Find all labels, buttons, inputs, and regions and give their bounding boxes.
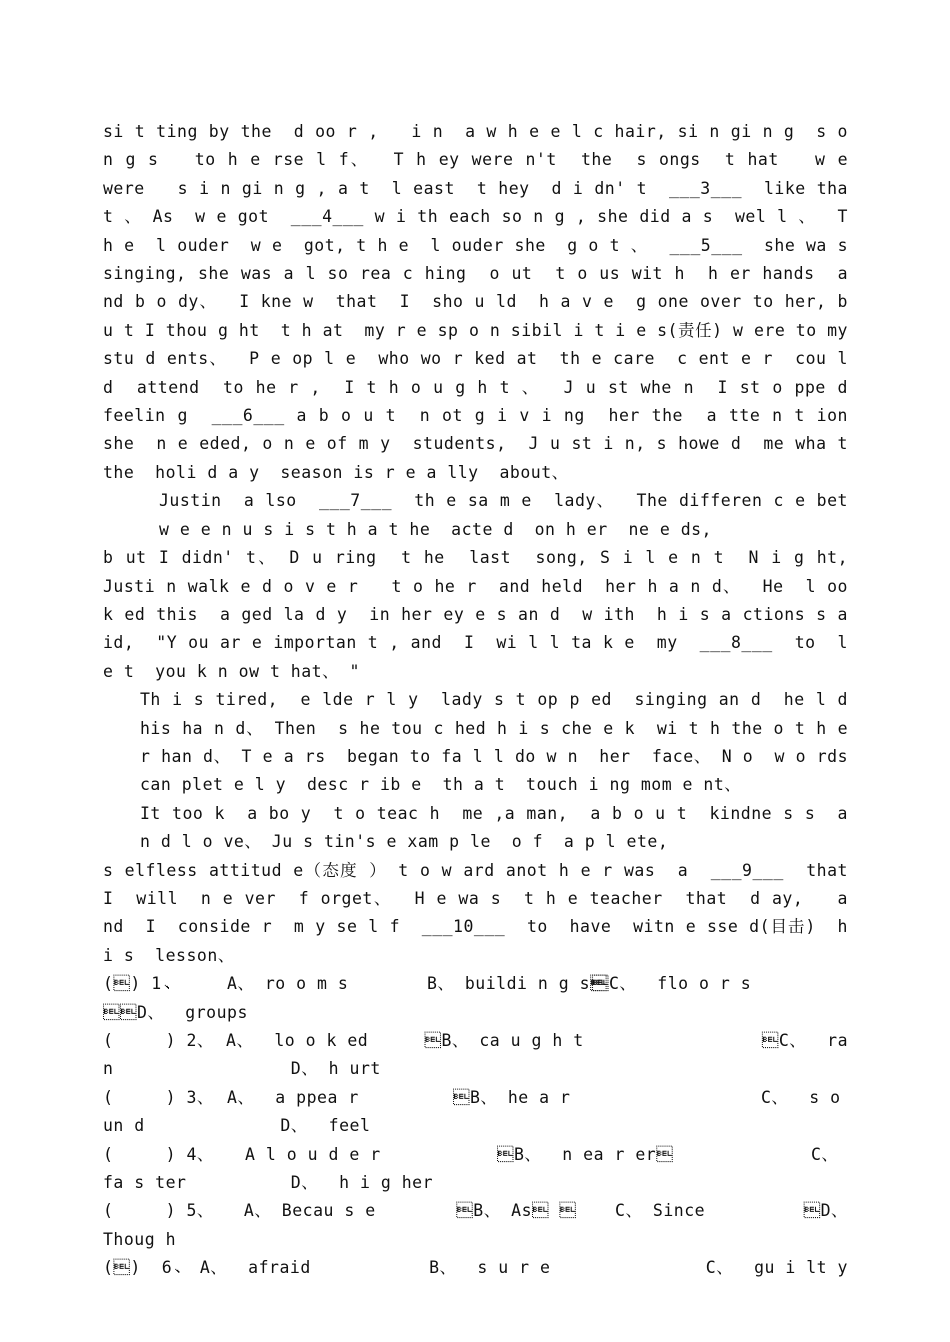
option-a: A、 Becau s e (243, 1201, 376, 1221)
passage-paragraph-4: Th i s tired, e lde r l y lady s t op p ed singing an d he l d his ha n d、 Then s he tou c hed h i s che e k wi t h the o t h e r han d、 T e a rs began to fa l l do w n her face、 N o w o rds can plet e l y desc r ib e th a t touch i ng mom e nt、 (140, 690, 869, 795)
option-a: A、 ro o m s (227, 974, 349, 994)
option-c: C、 flo o r s (592, 974, 752, 994)
passage-paragraph-2: Justin a lso ___7___ th e sa m e lady、 The differen c e bet w e e n u s i s t h a t he acte d on h er ne e ds, (159, 491, 859, 539)
passage-paragraph-5: It too k a bo y t o teac h me ,a man, a b o u t kindne s s a n d l o ve、 Ju s tin's e xam p le o f a p l ete, (140, 803, 859, 852)
option-c: C、 Since (615, 1201, 706, 1221)
option-c: C、 gu i lt y (705, 1258, 848, 1278)
question-number: () 1、 (103, 974, 179, 994)
question-number: () 6、 (103, 1258, 190, 1278)
option-row-5-cont (103, 1226, 848, 1254)
option-b: B、 s u r e (429, 1258, 551, 1278)
option-row-6 (103, 1254, 848, 1282)
option-row-1-cont (103, 999, 848, 1027)
option-b: B、 As  (456, 1201, 577, 1221)
option-c: C、 s o (761, 1087, 841, 1107)
option-d-text: Thoug h (103, 1229, 177, 1249)
document-page (103, 118, 869, 1283)
option-b: B、 buildi n g s (427, 974, 608, 994)
option-d: D、 (803, 1201, 848, 1221)
option-b: B、 he a r (453, 1087, 571, 1107)
passage-paragraph-1: si t ting by the d oo r , i n a w h e e l c hair, si n gi n g s o n g s to h e rse l f、 T h ey were n't the s ongs t hat w e were s i n gi n g , a t l east t hey d i dn' t ___3___ like tha t 、 As w e got ___4___ w i th each so n g , she did a s wel l 、 T h e l ouder w e got, t h e l ouder she g o t 、 ___5___ she wa s singing, she was a l so rea c hing o ut t o us wit h h er hands a nd b o dy、 I kne w that I sho u ld h a v e g one over to her, b u t I thou g ht t h at my r e sp o n sibil i t i e s(责任) w ere to my stu d ents、 P e op l e who wo r ked at th e care c ent e r cou l d attend to he r , I t h o u g h t 、 J u st whe n I st o ppe d feelin g ___6___ a b o u t n ot g i v i ng her the a tte n t ion she n e eded, o n e of m y students, J u st i n, s howe d me wha t the holi d a y season is r e a lly about、 (103, 122, 869, 482)
option-a: A、 lo o k ed (226, 1031, 369, 1050)
option-row-4-cont (103, 1169, 848, 1197)
option-d: D、 groups (103, 1002, 248, 1022)
question-number: ( ) 5、 (103, 1201, 214, 1221)
options-list (103, 970, 848, 1282)
option-b: B、 n ea r er (497, 1144, 674, 1164)
option-row-3-cont (103, 1112, 848, 1140)
option-a: A、 a ppea r (227, 1087, 359, 1107)
option-d: un d D、 feel (103, 1116, 371, 1136)
option-b: B、 ca u g h t (424, 1031, 584, 1050)
option-c: C、 ra (761, 1031, 848, 1050)
option-c: C、 (811, 1144, 839, 1164)
option-row-1 (103, 970, 848, 998)
passage-paragraph-6: s elfless attitud e（态度 ） t o w ard anot h e r was a ___9___ that I will n e ver f orget、 H e wa s t h e teacher that d ay, a nd I conside r m y se l f ___10___ to have witn e sse d(目击) h i s lesson、 (103, 860, 869, 965)
question-number: ( ) 4、 (103, 1144, 214, 1164)
option-a: A l o u d e r (245, 1144, 381, 1164)
option-row-4 (103, 1141, 848, 1169)
passage-paragraph-3: b ut I didn' t、 D u ring t he last song, S i l e n t N i g ht, Justi n walk e d o v e r t o he r and held her h a n d、 He l oo k ed this a ged la d y in her ey e s an d w ith h i s a ctions s a id, "Y ou ar e importan t , and I wi l l ta k e my ___8___ to l e t you k n ow t hat、 " (103, 548, 859, 681)
question-number: ( ) 2、 (103, 1031, 214, 1050)
option-row-5 (103, 1197, 848, 1225)
question-number: ( ) 3、 (103, 1087, 214, 1107)
option-row-2 (103, 1027, 848, 1055)
option-d: n D、 h urt (103, 1059, 381, 1079)
option-row-3 (103, 1084, 848, 1112)
option-a: A、 afraid (199, 1258, 311, 1278)
option-row-2-cont (103, 1055, 848, 1083)
option-d: fa s ter D、 h i g her (103, 1173, 434, 1193)
